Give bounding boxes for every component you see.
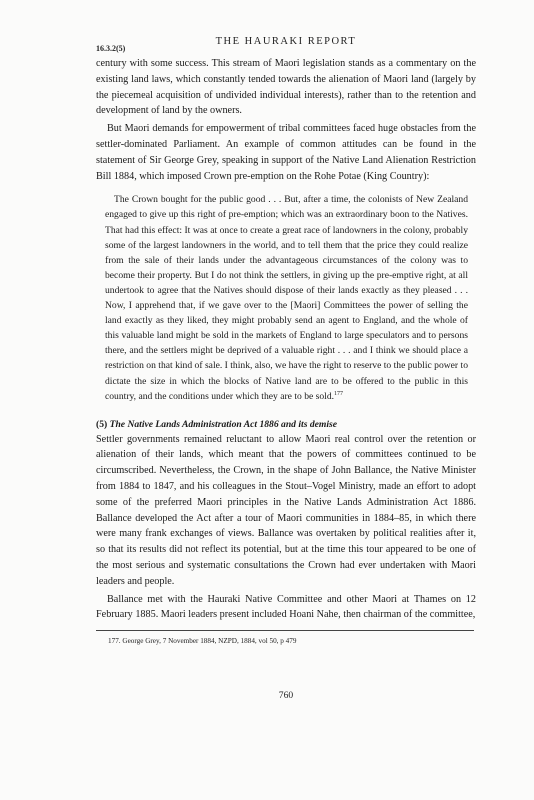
block-quote-grey [105, 192, 468, 403]
subsection-heading [96, 418, 476, 432]
footnote-177: 177. George Grey, 7 November 1884, NZPD, 1884, vol 50, p 479 [108, 637, 297, 645]
paragraph-grey-intro: But Maori demands for empowerment of tribal committees faced huge obstacles from the settler-dominated Parliament. An example of common attitudes can be found in the statement of Sir George Grey, speaking in support of the Native Land Alienation Restriction Bill 1884, which imposed Crown pre-emption on the Rohe Potae (King Country): [96, 123, 476, 182]
paragraph-settler-governments: Settler governments remained reluctant to allow Maori real control over the retention or alienation of their lands, which meant that the powers of committees continued to be circumscribed. Nevertheless, the Crown, in the shape of John Ballance, the Native Minister from 1884 to 1847, and his colleagues in the Stout–Vogel Ministry, made an effort to adopt some of the preferred Maori principles in the Native Lands Administration Act 1886. Ballance developed the Act after a tour of Maori communities in 1884–85, in which there were many frank exchanges of views. Ballance was overtaken by political realities after it, so that its results did not reflect its potential, but at the time this tour appeared to be one of the most serious and systematic consultations the Crown had ever undertaken with Maori leaders and people. [96, 433, 476, 587]
running-head-title: THE HAURAKI REPORT [215, 36, 357, 47]
subsection-number: (5) [96, 418, 108, 430]
paragraph-ballance-meeting: Ballance met with the Hauraki Native Committee and other Maori at Thames on 12 February 1885. Maori leaders present included Hoani Nahe, then chairman of the committee, [96, 593, 476, 621]
paragraph-continued: century with some success. This stream of Maori legislation stands as a commentary on the existing land laws, which constantly tended towards the alienation of Maori land (largely by the piecemeal acquisition of undivided individual interests), rather than to the retention and development of land by the owners. [96, 58, 476, 117]
subsection-title: The Native Lands Administration Act 1886 and its demise [109, 418, 338, 430]
footnote-divider [96, 630, 474, 631]
footnote-ref-177[interactable]: 177 [334, 390, 344, 397]
page-number: 760 [278, 690, 294, 701]
section-number: 16.3.2(5) [96, 44, 126, 53]
quote-text: The Crown bought for the public good . . . But, after a time, the colonists of New Zealand engaged to give up this right of pre-emption; which was an extraordinary boon to the Natives. That had this effect: It was at once to create a great race of landowners in the colony, probably some of the largest landowners in the world, and to tell them that the price they could realize from the sale of their lands under the advantageous circumstances of the colony was to become their property. But I do not think the settlers, in giving up the pre-emptive right, at all undertook to agree that the Natives should dispose of their lands exactly as they pleased . . . Now, I apprehend that, if we gave over to the [Maori] Committees the power of selling the land exactly as they liked, they might probably send an agent to England, and the whole of this valuable land might be sold in the markets of England to large speculators and to persons there, and the settlers might be deprived of a valuable right . . . and I think we should place a restriction on that kind of sale. I think, also, we have the right to reserve to the public power to dictate the size in which the blocks of Native land are to be offered to the public in this country, and the conditions under which they are to be sold. [105, 194, 468, 402]
body-text [96, 56, 476, 623]
